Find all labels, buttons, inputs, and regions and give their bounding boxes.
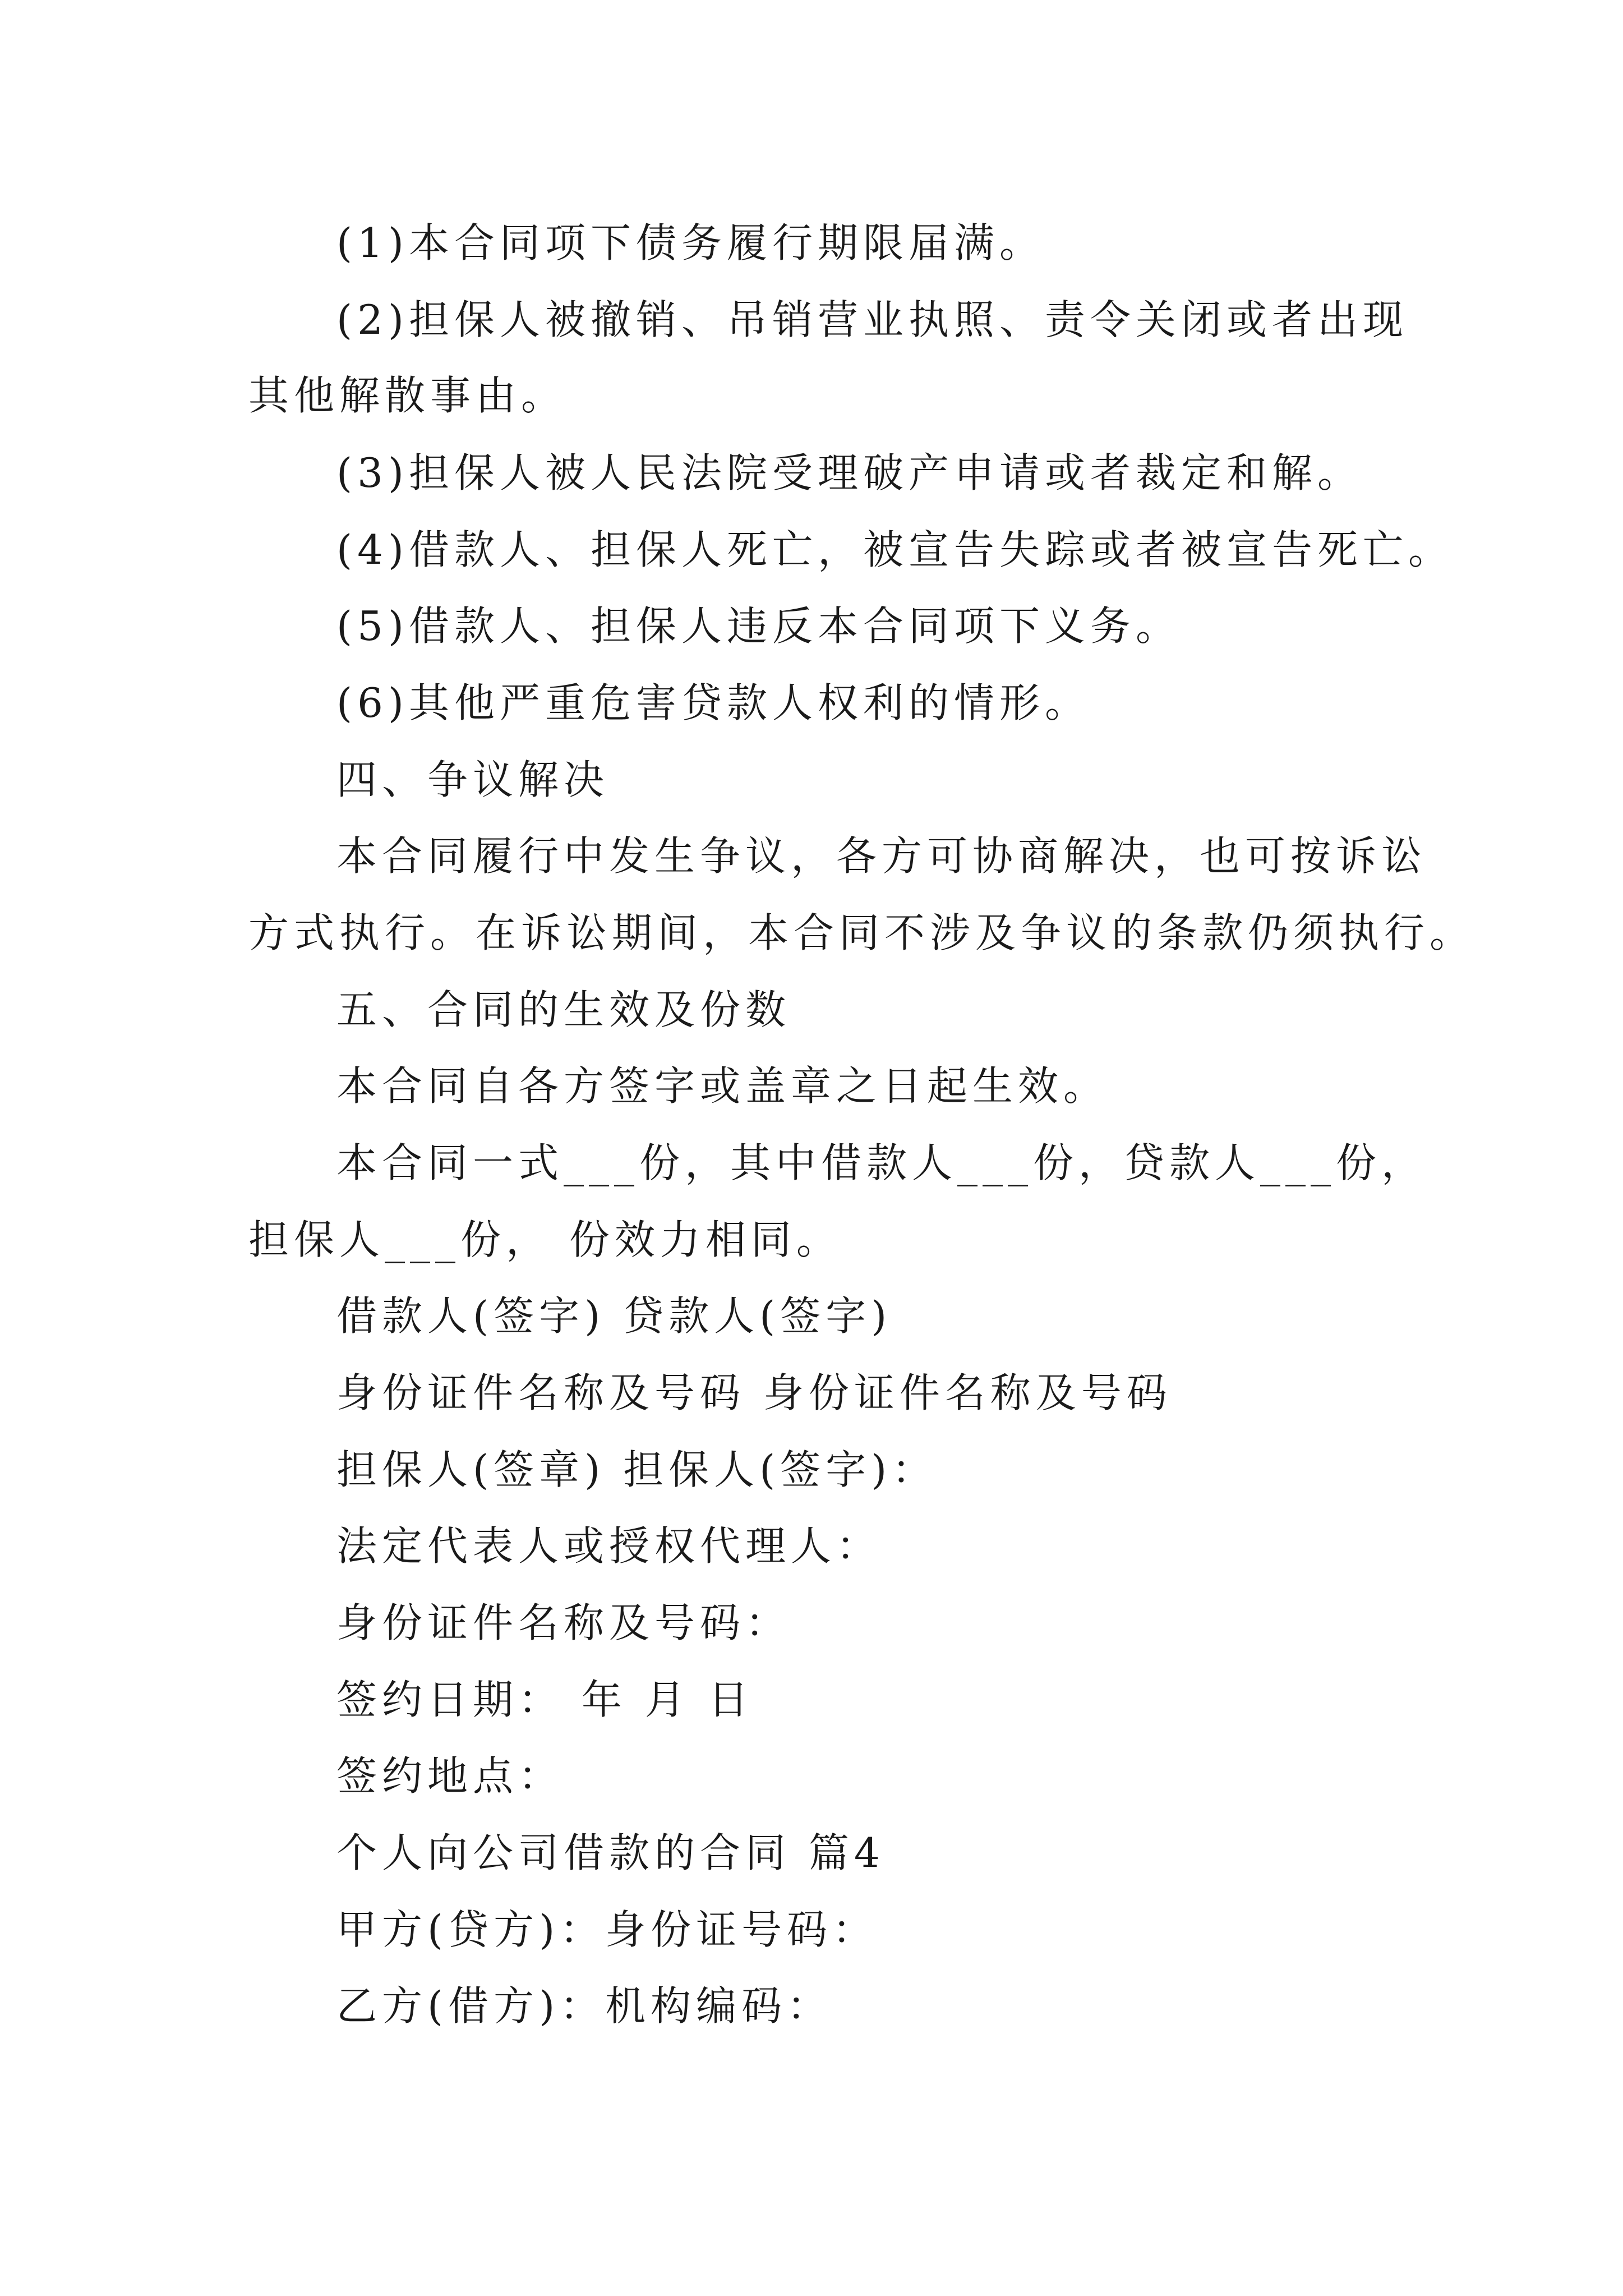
clause-2: (2)担保人被撤销、吊销营业执照、责令关闭或者出现 [336, 296, 1408, 343]
section-heading-dispute: 四、争议解决 [336, 756, 610, 803]
signing-date: 签约日期： 年 月 日 [336, 1676, 754, 1723]
clause-1: (1)本合同项下债务履行期限届满。 [336, 219, 1045, 266]
effect-paragraph: 本合同自各方签字或盖章之日起生效。 [336, 1062, 1109, 1110]
copies-paragraph-continued: 担保人___份， 份效力相同。 [248, 1216, 842, 1263]
dispute-paragraph-continued: 方式执行。在诉讼期间，本合同不涉及争议的条款仍须执行。 [248, 909, 1476, 956]
id-document-number: 身份证件名称及号码： [336, 1599, 791, 1646]
contract-title-part-4: 个人向公司借款的合同 篇4 [336, 1829, 885, 1876]
signature-guarantor: 担保人(签章) 担保人(签字)： [336, 1446, 938, 1493]
signature-borrower-lender: 借款人(签字) 贷款人(签字) [336, 1292, 892, 1340]
clause-2-continued: 其他解散事由。 [248, 372, 567, 419]
signing-place: 签约地点： [336, 1752, 564, 1800]
clause-6: (6)其他严重危害贷款人权利的情形。 [336, 679, 1090, 726]
party-b-borrower: 乙方(借方)：机构编码： [336, 1982, 833, 2030]
copies-paragraph: 本合同一式___份，其中借款人___份，贷款人___份， [336, 1139, 1427, 1186]
clause-4: (4)借款人、担保人死亡，被宣告失踪或者被宣告死亡。 [336, 526, 1454, 573]
dispute-paragraph: 本合同履行中发生争议，各方可协商解决，也可按诉讼 [336, 832, 1427, 880]
signature-id-documents: 身份证件名称及号码 身份证件名称及号码 [336, 1369, 1172, 1416]
clause-5: (5)借款人、担保人违反本合同项下义务。 [336, 602, 1181, 650]
legal-representative: 法定代表人或授权代理人： [336, 1522, 882, 1570]
party-a-lender: 甲方(贷方)：身份证号码： [336, 1906, 878, 1953]
clause-3: (3)担保人被人民法院受理破产申请或者裁定和解。 [336, 449, 1363, 496]
section-heading-effect: 五、合同的生效及份数 [336, 986, 791, 1033]
